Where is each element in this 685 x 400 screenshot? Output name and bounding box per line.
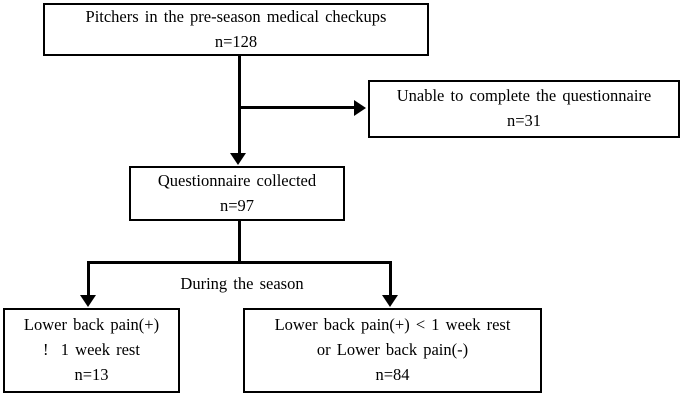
box-preseason-checkups — [43, 3, 429, 56]
box-unable-to-complete-count: n=31 — [506, 111, 542, 130]
box-questionnaire-collected — [129, 166, 345, 221]
box-preseason-checkups-label: Pitchers in the pre-season medical checkups — [85, 6, 387, 26]
box-questionnaire-collected-count: n=97 — [219, 195, 255, 215]
box-left-outcome-label-line2: ! 1 week rest — [43, 340, 140, 360]
arrowhead-right-icon — [354, 100, 366, 116]
box-right-outcome-label-line1: Lower back pain(+) < 1 week rest — [274, 315, 511, 335]
box-right-outcome-count: n=84 — [375, 364, 410, 384]
box-left-outcome-count: n=13 — [74, 364, 109, 384]
connector-top-to-collected-line — [238, 55, 241, 154]
branch-horizontal-line — [88, 261, 392, 264]
arrowhead-down-icon — [80, 295, 96, 307]
box-questionnaire-collected-label: Questionnaire collected — [157, 170, 317, 190]
connector-to-excluded-line — [239, 106, 355, 109]
box-right-outcome-lbp-short-rest-or-none — [243, 308, 542, 393]
arrowhead-down-icon — [382, 295, 398, 307]
box-preseason-checkups-count: n=128 — [214, 31, 258, 51]
connector-branch-to-right-outcome-line — [389, 261, 392, 296]
connector-collected-to-branch-line — [238, 220, 241, 263]
connector-branch-to-left-outcome-line — [87, 261, 90, 296]
box-right-outcome-label-line2: or Lower back pain(-) — [316, 340, 469, 360]
box-unable-to-complete-label: Unable to complete the questionnaire — [396, 86, 652, 106]
arrowhead-down-icon — [230, 153, 246, 165]
branch-label-during-season: During the season — [180, 274, 304, 293]
box-left-outcome-label-line1: Lower back pain(+) — [23, 315, 160, 335]
box-unable-to-complete — [368, 80, 680, 138]
box-left-outcome-lbp-rest — [3, 308, 180, 393]
